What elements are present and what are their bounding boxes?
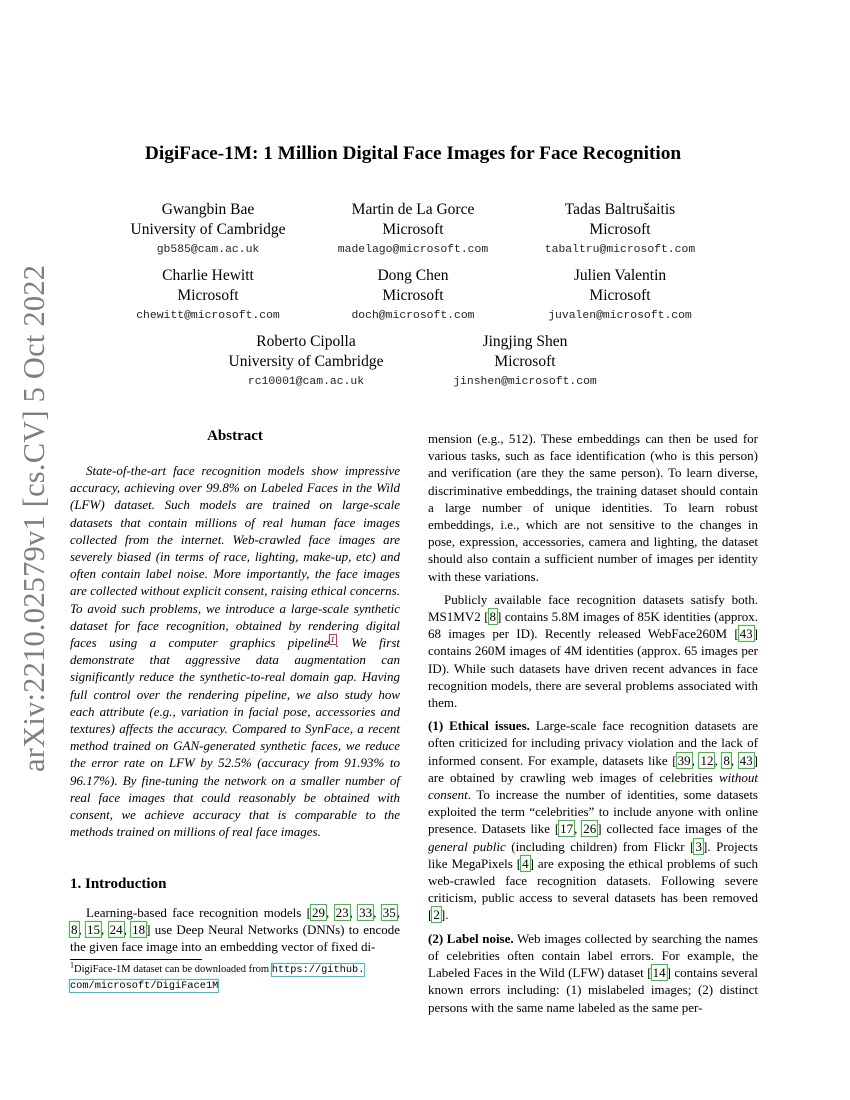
footnote-number: 1 [70, 960, 74, 970]
right-paragraph-label-noise: (2) Label noise. Web images collected by searching the names of celebrities often contain label errors. For example, the Labeled Faces in the Wild (LFW) dataset [14] contains several known errors including: (1) mislabeled images; (2) distinct persons with the same name labeled as the same per- [428, 930, 758, 1015]
author-entry [181, 332, 431, 390]
citation[interactable]: 8 [489, 609, 497, 625]
p2-text-c: contains 260M images of 4M identities (approx. 65 images per ID). While such datasets have driven recent advances in face recognition models, there are several problems associated with them. [428, 643, 758, 711]
footnote-rule [70, 959, 202, 960]
runin-label-noise: (2) Label noise. [428, 930, 514, 946]
intro-text-a: Learning-based face recognition models [86, 905, 307, 920]
author-name: Julien Valentin [573, 267, 667, 284]
citation[interactable]: 29 [311, 905, 325, 920]
citation[interactable]: 23 [335, 905, 349, 920]
right-paragraph-1: mension (e.g., 512). These embeddings can then be used for various tasks, such as face identification (who is this person) and verification (are they the same person). To learn diverse, discriminative embeddings, the training dataset should contain a large number of unique identities. To learn robust embeddings, i.e., which are not sensitive to the changes in pose, expression, accessories, camera and lighting, the dataset should also contain a sufficient number of images per identity with these variations. [428, 431, 758, 584]
p2-text-b: contains 5.8M images of 85K identities (approx. 68 images per ID). Recently released WebFace260M [428, 609, 758, 642]
author-affiliation: Microsoft [177, 287, 239, 304]
intro-paragraph-1: Learning-based face recognition models [29, 23, 33, 35, 8, 15, 24, 18] use Deep Neural Networks (DNNs) to encode the given face image into an embedding vector of fixed di- [70, 905, 401, 955]
citation[interactable]: 2 [433, 907, 440, 923]
p4-text-b: contains several known errors including: (1) mislabeled images; (2) distinct persons with the same name labeled as the same per- [428, 965, 758, 1015]
author-email: jinshen@microsoft.com [453, 376, 597, 388]
p3-text-f: . Projects like MegaPixels [428, 838, 758, 871]
author-name: Martin de La Gorce [351, 201, 475, 218]
abstract-text-b: . We first demonstrate that aggressive data augmentation can significantly reduce the synthetic-to-real domain gap. Having full control over the rendering pipeline, we also study how each attribute (e.g., variation in facial pose, accessories and textures) affects the accuracy. Compared to SynFace, a recent method trained on GAN-generated synthetic faces, we reduce the error rate on LFW by 52.5% (accuracy from 91.93% to 96.17%). By fine-tuning the network on a smaller number of real face images that could reasonably be obtained with consent, we achieve accuracy that is comparable to the methods trained on millions of real face images. [70, 635, 401, 840]
author-affiliation: University of Cambridge [228, 353, 384, 370]
p3-emphasis-2: general public [428, 838, 506, 854]
citation[interactable]: 43 [739, 752, 753, 768]
dataset-link-part-a[interactable]: https://github. [271, 964, 365, 976]
citation[interactable]: 8 [723, 752, 730, 768]
p3-text-a: Large-scale face recognition datasets are often criticized for including privacy violation and the lack of informed consent. For example, datasets like [428, 718, 759, 768]
footnote-marker[interactable]: 1 [330, 634, 335, 644]
author-affiliation: Microsoft [382, 287, 444, 304]
citation[interactable]: 8 [71, 922, 78, 938]
author-affiliation: University of Cambridge [130, 221, 286, 238]
author-name: Roberto Cipolla [256, 333, 356, 350]
p4-text-a: Web images collected by searching the names of celebrities often contain label errors. For example, the Labeled Faces in the Wild (LFW) dataset [428, 930, 758, 981]
author-email: rc10001@cam.ac.uk [247, 376, 365, 388]
author-affiliation: Microsoft [494, 353, 556, 370]
right-paragraph-ethical: (1) Ethical issues. Large-scale face recognition datasets are often criticized for including privacy violation and the lack of informed consent. For example, datasets like [39, 12, 8, 43] are obtained by crawling web images of celebrities without consent. To increase the number of identities, some datasets exploited the term “celebrities” to include anyone with online presence. Datasets like [17, 26] collected face images of the general public (including children) from Flickr [3]. Projects like MegaPixels [4] are exposing the ethical problems of such web-crawled face recognition datasets. Following severe criticism, public access to several datasets has been removed [2]. [428, 718, 759, 923]
citation[interactable]: 39 [677, 752, 691, 768]
author-email: chewitt@microsoft.com [136, 310, 280, 322]
author-name: Jingjing Shen [482, 333, 568, 350]
right-paragraph-2: Publicly available face recognition datasets satisfy both. MS1MV2 [8] contains 5.8M images of 85K identities (approx. 68 images per ID). Recently released WebFace260M [43] contains 260M images of 4M identities (approx. 65 images per ID). While such datasets have driven recent advances in face recognition models, there are several problems associated with them. [428, 591, 758, 711]
footnote [70, 962, 410, 994]
author-name: Gwangbin Bae [161, 201, 255, 218]
citation[interactable]: 12 [700, 752, 714, 768]
p2-text-a: Publicly available face recognition datasets satisfy both. MS1MV2 [428, 591, 758, 625]
citation-group: 29, 23, 33, 35, 8, 15, 24, 18 [71, 905, 400, 938]
author-affiliation: Microsoft [589, 287, 651, 304]
abstract-body [70, 462, 400, 840]
right-column [428, 430, 758, 1022]
author-entry [400, 332, 650, 390]
citation[interactable]: 35 [382, 905, 396, 920]
author-email: juvalen@microsoft.com [548, 310, 692, 322]
p3-text-e: (including children) from Flickr [505, 838, 691, 854]
citation[interactable]: 24 [109, 922, 123, 938]
author-name: Tadas Baltrušaitis [564, 201, 676, 218]
section-heading-introduction: 1. Introduction [70, 876, 167, 892]
author-email: gb585@cam.ac.uk [156, 244, 260, 256]
author-affiliation: Microsoft [589, 221, 651, 238]
author-entry [495, 266, 745, 324]
p3-text-b: are obtained by crawling web images of celebrities [428, 769, 719, 785]
citation[interactable]: 3 [695, 838, 702, 854]
author-email: madelago@microsoft.com [337, 244, 489, 256]
p3-text-g: are exposing the ethical problems of such web-crawled face recognition datasets. Following severe criticism, public access to several datasets has been removed [428, 855, 758, 906]
author-email: doch@microsoft.com [351, 310, 475, 322]
author-email: tabaltru@microsoft.com [544, 244, 696, 256]
footnote-text: DigiFace-1M dataset can be downloaded from [74, 964, 272, 975]
citation-group: 17, 26 [560, 821, 597, 837]
p3-text-h: . [445, 907, 449, 923]
citation[interactable]: 43 [739, 626, 753, 642]
paper-title: DigiFace-1M: 1 Million Digital Face Images for Face Recognition [144, 143, 682, 164]
runin-ethical-issues: (1) Ethical issues. [428, 718, 530, 734]
citation[interactable]: 4 [522, 855, 529, 871]
citation[interactable]: 18 [132, 922, 146, 938]
author-name: Dong Chen [377, 267, 449, 284]
abstract-heading: Abstract [207, 428, 263, 444]
abstract-text-a: State-of-the-art face recognition models show impressive accuracy, achieving over 99.8% on Labeled Faces in the Wild (LFW) dataset. Such models are trained on large-scale datasets that contain millions of real human face images collected from the internet. Web-crawled face images are severely biased (in terms of race, lighting, make-up, etc) and often contain label noise. More importantly, the face images are collected without explicit consent, raising ethical concerns. To avoid such problems, we introduce a large-scale synthetic dataset for face recognition, obtained by rendering digital faces using a computer graphics pipeline [70, 463, 400, 651]
citation[interactable]: 33 [359, 905, 373, 920]
citation[interactable]: 17 [560, 821, 574, 837]
author-entry [495, 200, 745, 258]
intro-text-b: use Deep Neural Networks (DNNs) to encode the given face image into an embedding vector of fixed di- [70, 922, 401, 955]
arxiv-stamp: arXiv:2210.02579v1 [cs.CV] 5 Oct 2022 [17, 264, 51, 772]
p3-text-c: . To increase the number of identities, some datasets exploited the term “celebrities” to include anyone with online presence. Datasets like [428, 787, 758, 837]
author-name: Charlie Hewitt [162, 267, 254, 284]
p3-emphasis: without consent [428, 769, 758, 803]
author-affiliation: Microsoft [382, 221, 444, 238]
citation[interactable]: 14 [652, 965, 666, 981]
dataset-link-part-b[interactable]: com/microsoft/DigiFace1M [70, 980, 219, 992]
citation-group: 39, 12, 8, 43 [677, 752, 753, 768]
citation[interactable]: 15 [87, 922, 101, 938]
citation[interactable]: 26 [583, 821, 597, 837]
p3-text-d: collected face images of the [601, 821, 758, 837]
